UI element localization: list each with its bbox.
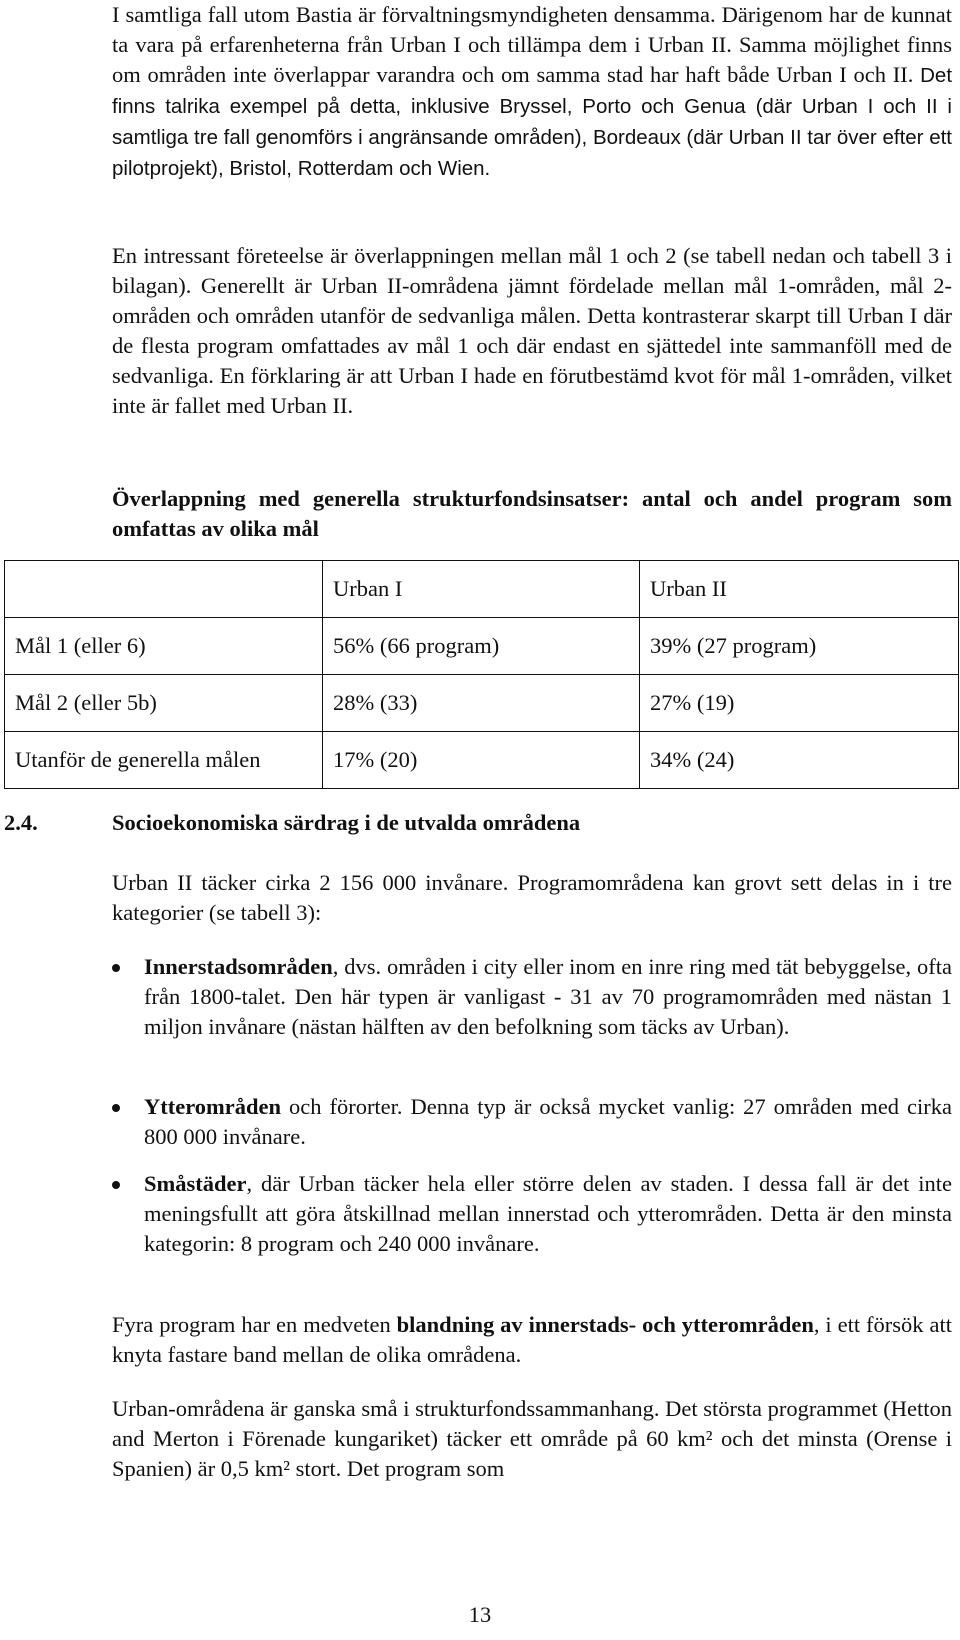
list-item-term: Ytterområden <box>144 1094 282 1119</box>
list-item-description: , där Urban täcker hela eller större delen av staden. I dessa fall är det inte meningsfullt att göra åtskillnad mellan innerstad och ytterområden. Detta är den minsta kategorin: 8 program och 240 000 invånare. <box>144 1171 952 1256</box>
table-cell: 56% (66 program) <box>323 618 640 675</box>
table-cell: 28% (33) <box>323 675 640 732</box>
list-item-text <box>144 952 952 1042</box>
table-row <box>5 675 959 732</box>
table-cell: Mål 1 (eller 6) <box>5 618 323 675</box>
page-number: 13 <box>468 1602 492 1627</box>
table-row <box>5 732 959 789</box>
table-header-cell: Urban I <box>323 561 640 618</box>
paragraph-text: Fyra program har en medveten <box>112 1312 397 1337</box>
section-number: 2.4. <box>4 810 38 835</box>
bullet-icon <box>112 1181 120 1189</box>
table-cell: 27% (19) <box>640 675 959 732</box>
paragraph-urban-overlap <box>112 0 952 184</box>
paragraph-urban-overlap-examples: Det finns talrika exempel på detta, inklusive Bryssel, Porto och Genua (där Urban I och II i samtliga tre fall genomförs i angränsande områden), Bordeaux (där Urban II tar över efter ett pilotprojekt), Bristol, Rotterdam och Wien. <box>112 64 953 180</box>
table-cell: Mål 2 (eller 5b) <box>5 675 323 732</box>
list-item-description: och förorter. Denna typ är också mycket vanlig: 27 områden med cirka 800 000 invånare. <box>144 1094 952 1149</box>
paragraph-emphasis: blandning av innerstads- och ytterområden <box>396 1312 814 1337</box>
list-item-text <box>144 1169 952 1259</box>
list-item-description: , dvs. områden i city eller inom en inre ring med tät bebyggelse, ofta från 1800-talet. Den här typen är vanligast - 31 av 70 programområden med nästan 1 miljon invånare (nästan hälften av den befolkning som täcks av Urban). <box>144 954 952 1039</box>
paragraph-text: , i ett försök att knyta fastare band mellan de olika områdena. <box>112 1312 952 1367</box>
table-row <box>5 618 959 675</box>
bullet-icon <box>112 1104 120 1112</box>
list-item-term: Innerstadsområden <box>144 954 333 979</box>
list-item <box>112 1092 952 1152</box>
paragraph-urban-overlap-serif: I samtliga fall utom Bastia är förvaltningsmyndigheten densamma. Därigenom har de kunnat ta vara på erfarenheterna från Urban I och tillämpa dem i Urban II. Samma möjlighet finns om områden inte överlappar varandra och om samma stad har haft både Urban I och II. <box>112 2 952 87</box>
table-header-row <box>5 561 959 618</box>
section-title: Socioekonomiska särdrag i de utvalda områdena <box>112 810 581 835</box>
table-header-cell: Urban II <box>640 561 959 618</box>
list-item-term: Småstäder <box>144 1171 247 1196</box>
list-item-text <box>144 1092 952 1152</box>
bullet-icon <box>112 964 120 972</box>
table-cell: Utanför de generella målen <box>5 732 323 789</box>
paragraph-goal-overlap: En intressant företeelse är överlappningen mellan mål 1 och 2 (se tabell nedan och tabell 3 i bilagan). Generellt är Urban II-områdena jämnt fördelade mellan mål 1-områden, mål 2-områden och områden utanför de sedvanliga målen. Detta kontrasterar skarpt till Urban I där de flesta program omfattades av mål 1 och där endast en sjättedel inte sammanföll med de sedvanliga. En förklaring är att Urban I hade en förutbestämd kvot för mål 1-områden, vilket inte är fallet med Urban II. <box>112 243 952 418</box>
overlap-table <box>4 560 959 789</box>
list-item <box>112 952 952 1042</box>
table-cell: 39% (27 program) <box>640 618 959 675</box>
list-item <box>112 1169 952 1259</box>
table-cell: 34% (24) <box>640 732 959 789</box>
paragraph-mixed-programs <box>112 1310 952 1370</box>
table-caption: Överlappning med generella strukturfondsinsatser: antal och andel program som omfattas av olika mål <box>112 486 952 541</box>
table-cell: 17% (20) <box>323 732 640 789</box>
paragraph-population: Urban II täcker cirka 2 156 000 invånare. Programområdena kan grovt sett delas in i tre kategorier (se tabell 3): <box>112 870 952 925</box>
table-header-cell <box>5 561 323 618</box>
paragraph-area-size: Urban-områdena är ganska små i strukturfondssammanhang. Det största programmet (Hetton and Merton i Förenade kungariket) täcker ett område på 60 km² och det minsta (Orense i Spanien) är 0,5 km² stort. Det program som <box>112 1396 952 1481</box>
